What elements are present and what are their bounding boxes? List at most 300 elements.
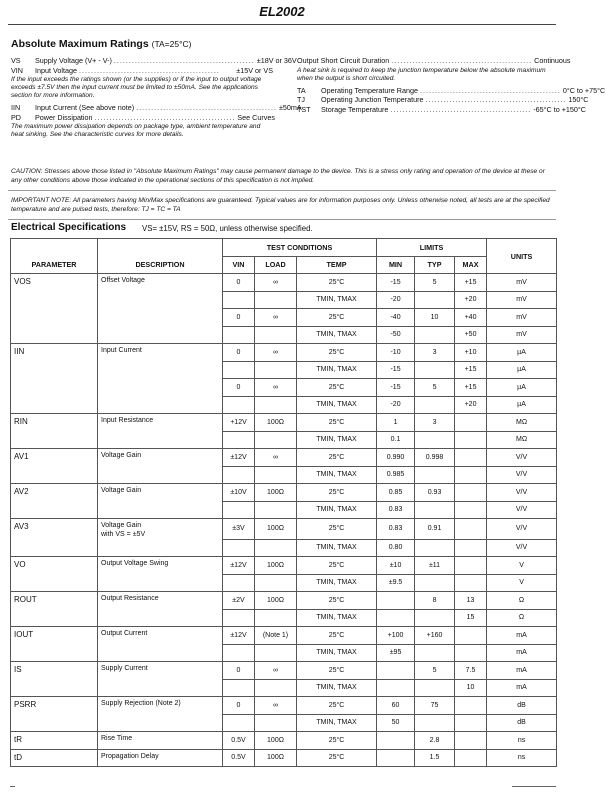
typ-cell (415, 501, 455, 519)
table-row (11, 662, 557, 680)
typ-cell (415, 361, 455, 379)
min-cell: 60 (377, 697, 415, 715)
abs-value: 0°C to +75°C (562, 85, 605, 95)
header-units: UNITS (487, 239, 557, 274)
temp-cell: TMIN, TMAX (297, 679, 377, 697)
param-cell: AV2 (11, 484, 98, 502)
abs-max-heading-cond: (TA=25°C) (151, 39, 192, 49)
description-cell (98, 396, 223, 414)
max-cell: +20 (455, 291, 487, 309)
min-cell: -40 (377, 309, 415, 327)
temp-cell: TMIN, TMAX (297, 291, 377, 309)
load-cell: 100Ω (255, 557, 297, 575)
param-cell: IS (11, 662, 98, 680)
units-cell: Ω (487, 609, 557, 627)
typ-cell: 75 (415, 697, 455, 715)
temp-cell: 25°C (297, 732, 377, 750)
param-cell (11, 309, 98, 327)
vin-cell: ±12V (223, 557, 255, 575)
min-cell: -10 (377, 344, 415, 362)
description-cell (98, 379, 223, 397)
temp-cell: 25°C (297, 519, 377, 540)
temp-cell: 25°C (297, 592, 377, 610)
temp-cell: TMIN, TMAX (297, 326, 377, 344)
param-cell: PSRR (11, 697, 98, 715)
temp-cell: 25°C (297, 662, 377, 680)
units-cell: µA (487, 361, 557, 379)
load-cell (255, 396, 297, 414)
load-cell: (Note 1) (255, 627, 297, 645)
units-cell: µA (487, 379, 557, 397)
description-cell (98, 609, 223, 627)
description-cell (98, 326, 223, 344)
min-cell: ±10 (377, 557, 415, 575)
spec-table-body (11, 274, 557, 767)
description-cell: Supply Current (98, 662, 223, 680)
abs-value: Continuous (534, 56, 571, 65)
header-limits: LIMITS (377, 239, 487, 257)
load-cell (255, 609, 297, 627)
abs-label: Power Dissipation (35, 112, 93, 122)
important-note: IMPORTANT NOTE: All parameters having Min/Max specifications are guaranteed. Typical values are for information purposes only. Unless otherwise noted, all tests are at the specified temperature and are pulsed tests, therefore: TJ = TC = TA (11, 197, 550, 213)
description-cell (98, 539, 223, 557)
param-cell (11, 501, 98, 519)
units-cell: V (487, 557, 557, 575)
temp-cell: 25°C (297, 309, 377, 327)
vin-cell (223, 361, 255, 379)
temp-cell: TMIN, TMAX (297, 466, 377, 484)
units-cell: V (487, 574, 557, 592)
units-cell: MΩ (487, 414, 557, 432)
load-cell: 100Ω (255, 414, 297, 432)
typ-cell: 2.8 (415, 732, 455, 750)
typ-cell (415, 326, 455, 344)
vin-cell: 0 (223, 344, 255, 362)
units-cell: mV (487, 326, 557, 344)
min-cell (377, 749, 415, 767)
header-blank (98, 239, 223, 257)
description-cell (98, 309, 223, 327)
typ-cell: 3 (415, 344, 455, 362)
abs-row (297, 85, 605, 96)
table-row (11, 291, 557, 309)
temp-cell: 25°C (297, 414, 377, 432)
param-cell: ROUT (11, 592, 98, 610)
units-cell: mA (487, 662, 557, 680)
table-row (11, 431, 557, 449)
param-cell (11, 466, 98, 484)
abs-row (11, 56, 297, 66)
units-cell: V/V (487, 484, 557, 502)
typ-cell (415, 609, 455, 627)
temp-cell: 25°C (297, 379, 377, 397)
description-cell (98, 714, 223, 732)
table-row (11, 326, 557, 344)
max-cell: +50 (455, 326, 487, 344)
vin-cell: +12V (223, 414, 255, 432)
min-cell: 1 (377, 414, 415, 432)
header-rule (8, 24, 556, 25)
vin-cell (223, 431, 255, 449)
description-cell (98, 574, 223, 592)
max-cell (455, 466, 487, 484)
typ-cell (415, 466, 455, 484)
units-cell: V/V (487, 466, 557, 484)
table-row (11, 396, 557, 414)
description-cell: Offset Voltage (98, 274, 223, 292)
typ-cell: 0.91 (415, 519, 455, 540)
vin-cell: ±10V (223, 484, 255, 502)
vin-cell (223, 679, 255, 697)
table-row (11, 449, 557, 467)
load-cell: 100Ω (255, 484, 297, 502)
units-cell: µA (487, 396, 557, 414)
max-cell: +40 (455, 309, 487, 327)
max-cell: +10 (455, 344, 487, 362)
param-cell: tD (11, 749, 98, 767)
max-cell: 15 (455, 609, 487, 627)
max-cell (455, 574, 487, 592)
table-row (11, 466, 557, 484)
load-cell (255, 714, 297, 732)
vin-cell: 0 (223, 274, 255, 292)
header-description: DESCRIPTION (98, 256, 223, 274)
description-cell: Rise Time (98, 732, 223, 750)
units-cell: mV (487, 274, 557, 292)
abs-value: ±50mA (278, 103, 302, 112)
vin-cell (223, 539, 255, 557)
leader-dots: ............................................... (94, 112, 236, 122)
min-cell (377, 609, 415, 627)
vin-cell: 0.5V (223, 732, 255, 750)
abs-row (11, 103, 302, 113)
units-cell: MΩ (487, 431, 557, 449)
temp-cell: 25°C (297, 627, 377, 645)
load-cell: ∞ (255, 379, 297, 397)
description-cell: Input Current (98, 344, 223, 362)
abs-row (11, 66, 273, 76)
abs-label: Storage Temperature (321, 104, 389, 114)
table-row (11, 501, 557, 519)
abs-value: 150°C (568, 95, 589, 104)
load-cell (255, 574, 297, 592)
header-typ: TYP (415, 256, 455, 274)
abs-max-right-column (297, 56, 605, 114)
typ-cell: 1.5 (415, 749, 455, 767)
min-cell: ±95 (377, 644, 415, 662)
vin-cell (223, 466, 255, 484)
leader-dots: ............................................... (390, 104, 532, 114)
min-cell (377, 662, 415, 680)
param-cell (11, 644, 98, 662)
vin-cell (223, 501, 255, 519)
units-cell: dB (487, 714, 557, 732)
abs-label: Supply Voltage (V+ - V-) (35, 56, 112, 65)
abs-row (297, 95, 589, 105)
table-row (11, 519, 557, 540)
min-cell: +100 (377, 627, 415, 645)
min-cell: -20 (377, 396, 415, 414)
load-cell: ∞ (255, 449, 297, 467)
max-cell (455, 714, 487, 732)
table-row (11, 749, 557, 767)
load-cell: 100Ω (255, 592, 297, 610)
vin-cell (223, 326, 255, 344)
units-cell: dB (487, 697, 557, 715)
abs-label: Input Current (See above note) (35, 103, 135, 112)
min-cell: -20 (377, 291, 415, 309)
temp-cell: TMIN, TMAX (297, 609, 377, 627)
abs-row (297, 56, 571, 66)
param-cell: IOUT (11, 627, 98, 645)
param-cell (11, 361, 98, 379)
max-cell (455, 539, 487, 557)
min-cell: 0.990 (377, 449, 415, 467)
param-cell (11, 714, 98, 732)
table-row (11, 644, 557, 662)
header-temp: TEMP (297, 256, 377, 274)
min-cell: -15 (377, 379, 415, 397)
table-row (11, 732, 557, 750)
abs-row (11, 113, 273, 123)
vin-cell: ±12V (223, 449, 255, 467)
param-cell (11, 609, 98, 627)
max-cell (455, 414, 487, 432)
typ-cell (415, 574, 455, 592)
vin-cell (223, 714, 255, 732)
load-cell: ∞ (255, 662, 297, 680)
load-cell: ∞ (255, 344, 297, 362)
param-cell (11, 326, 98, 344)
max-cell (455, 749, 487, 767)
param-cell (11, 396, 98, 414)
units-cell: V/V (487, 501, 557, 519)
temp-cell: TMIN, TMAX (297, 574, 377, 592)
temp-cell: 25°C (297, 557, 377, 575)
min-cell: 0.985 (377, 466, 415, 484)
units-cell: ns (487, 732, 557, 750)
typ-cell (415, 644, 455, 662)
param-cell (11, 431, 98, 449)
temp-cell: TMIN, TMAX (297, 396, 377, 414)
load-cell (255, 361, 297, 379)
vin-cell: 0 (223, 309, 255, 327)
min-cell: 0.85 (377, 484, 415, 502)
max-cell: +15 (455, 274, 487, 292)
table-row (11, 414, 557, 432)
abs-value: ±15V or VS (236, 65, 273, 75)
typ-cell (415, 291, 455, 309)
abs-value: ±18V or 36V (256, 56, 297, 65)
temp-cell: TMIN, TMAX (297, 431, 377, 449)
description-cell (98, 501, 223, 519)
load-cell: 100Ω (255, 732, 297, 750)
max-cell (455, 449, 487, 467)
table-row (11, 697, 557, 715)
max-cell (455, 484, 487, 502)
description-cell: Propagation Delay (98, 749, 223, 767)
param-cell: AV1 (11, 449, 98, 467)
table-row (11, 539, 557, 557)
description-cell: Voltage Gain (98, 449, 223, 467)
divider (8, 219, 556, 220)
electrical-spec-table (10, 238, 557, 767)
vin-cell (223, 291, 255, 309)
load-cell (255, 326, 297, 344)
min-cell: ±9.5 (377, 574, 415, 592)
units-cell: V/V (487, 519, 557, 540)
max-cell (455, 501, 487, 519)
temp-cell: TMIN, TMAX (297, 361, 377, 379)
abs-label: Output Short Circuit Duration (297, 56, 390, 65)
min-cell (377, 679, 415, 697)
param-cell (11, 679, 98, 697)
temp-cell: TMIN, TMAX (297, 644, 377, 662)
param-cell: VOS (11, 274, 98, 292)
abs-max-heading-text: Absolute Maximum Ratings (11, 38, 149, 50)
leader-dots: ............................................... (419, 85, 561, 95)
abs-sym: VIN (11, 65, 23, 75)
abs-label: Input Voltage (35, 65, 77, 75)
temp-cell: TMIN, TMAX (297, 501, 377, 519)
document-title: EL2002 (259, 4, 305, 19)
temp-cell: 25°C (297, 697, 377, 715)
min-cell: 0.1 (377, 431, 415, 449)
elec-spec-heading: Electrical Specifications (11, 222, 127, 233)
max-cell: +15 (455, 361, 487, 379)
leader-dots: ............................................... (425, 95, 567, 104)
max-cell (455, 557, 487, 575)
typ-cell: 5 (415, 379, 455, 397)
table-row (11, 609, 557, 627)
typ-cell: 5 (415, 662, 455, 680)
abs-max-heading (11, 38, 191, 50)
description-line: Voltage Gain (101, 522, 142, 529)
description-line: with VS = ±5V (101, 531, 146, 538)
leader-dots: ............................................... (391, 56, 533, 65)
units-cell: V/V (487, 449, 557, 467)
description-cell (98, 679, 223, 697)
units-cell: mA (487, 627, 557, 645)
vin-cell (223, 609, 255, 627)
max-cell: 13 (455, 592, 487, 610)
abs-value: -65°C to +150°C (533, 104, 586, 114)
typ-cell: ±11 (415, 557, 455, 575)
temp-cell: TMIN, TMAX (297, 714, 377, 732)
min-cell: 50 (377, 714, 415, 732)
temp-cell: 25°C (297, 749, 377, 767)
description-cell (98, 361, 223, 379)
leader-dots: ............................................... (136, 103, 277, 112)
max-cell (455, 644, 487, 662)
min-cell: 0.83 (377, 519, 415, 540)
vin-cell: ±3V (223, 519, 255, 540)
load-cell (255, 291, 297, 309)
vin-cell: ±2V (223, 592, 255, 610)
load-cell (255, 679, 297, 697)
load-cell: ∞ (255, 309, 297, 327)
abs-note: A heat sink is required to keep the junction temperature below the absolute maximum when the output is short circuited. (297, 66, 546, 82)
vin-cell: 0 (223, 697, 255, 715)
description-cell: Output Voltage Swing (98, 557, 223, 575)
vin-cell (223, 574, 255, 592)
description-cell (98, 519, 223, 540)
table-row (11, 361, 557, 379)
typ-cell: 5 (415, 274, 455, 292)
header-blank (11, 239, 98, 257)
max-cell (455, 627, 487, 645)
description-cell (98, 431, 223, 449)
units-cell: ns (487, 749, 557, 767)
abs-sym: PD (11, 112, 21, 122)
load-cell: ∞ (255, 697, 297, 715)
max-cell (455, 431, 487, 449)
table-row (11, 714, 557, 732)
temp-cell: 25°C (297, 344, 377, 362)
abs-sym: TA (297, 85, 306, 95)
abs-note: The maximum power dissipation depends on package type, ambient temperature and heat sinking. See the characteristic curves for more details. (11, 123, 261, 138)
table-row (11, 627, 557, 645)
typ-cell (415, 396, 455, 414)
vin-cell: 0.5V (223, 749, 255, 767)
temp-cell: 25°C (297, 274, 377, 292)
abs-note: If the input exceeds the ratings shown (or the supplies) or if the input to output voltage exceeds ±7.5V then the input current must be limited to ±50mA. See the applications section for more information. (11, 76, 262, 99)
table-row (11, 574, 557, 592)
table-row (11, 274, 557, 292)
description-cell: Output Resistance (98, 592, 223, 610)
description-cell (98, 291, 223, 309)
table-row (11, 679, 557, 697)
abs-label: Operating Temperature Range (321, 85, 418, 95)
typ-cell: 3 (415, 414, 455, 432)
param-cell: tR (11, 732, 98, 750)
typ-cell: 8 (415, 592, 455, 610)
param-cell: AV3 (11, 519, 98, 540)
vin-cell: 0 (223, 379, 255, 397)
param-cell: VO (11, 557, 98, 575)
leader-dots: ............................................... (113, 56, 255, 65)
load-cell: 100Ω (255, 749, 297, 767)
typ-cell (415, 431, 455, 449)
min-cell: -50 (377, 326, 415, 344)
abs-label: Operating Junction Temperature (321, 95, 424, 104)
temp-cell: TMIN, TMAX (297, 539, 377, 557)
leader-dots: ............................................... (78, 65, 220, 75)
vin-cell (223, 644, 255, 662)
description-cell: Output Current (98, 627, 223, 645)
table-row (11, 592, 557, 610)
caution-note: CAUTION: Stresses above those listed in "Absolute Maximum Ratings" may cause permanent damage to the device. This is a stress only rating and operation of the device at these or any other conditions above those indicated in the operational sections of this specification is not implied. (11, 168, 545, 184)
param-cell: IIN (11, 344, 98, 362)
max-cell: 10 (455, 679, 487, 697)
param-cell: RIN (11, 414, 98, 432)
max-cell: +20 (455, 396, 487, 414)
typ-cell: 0.998 (415, 449, 455, 467)
header-test-conditions: TEST CONDITIONS (223, 239, 377, 257)
load-cell (255, 644, 297, 662)
max-cell (455, 519, 487, 540)
units-cell: mV (487, 291, 557, 309)
vin-cell: ±12V (223, 627, 255, 645)
min-cell: 0.80 (377, 539, 415, 557)
abs-value: See Curves (237, 112, 275, 122)
vin-cell (223, 396, 255, 414)
load-cell: ∞ (255, 274, 297, 292)
units-cell: µA (487, 344, 557, 362)
abs-sym: TJ (297, 95, 305, 104)
table-row (11, 379, 557, 397)
param-cell (11, 379, 98, 397)
